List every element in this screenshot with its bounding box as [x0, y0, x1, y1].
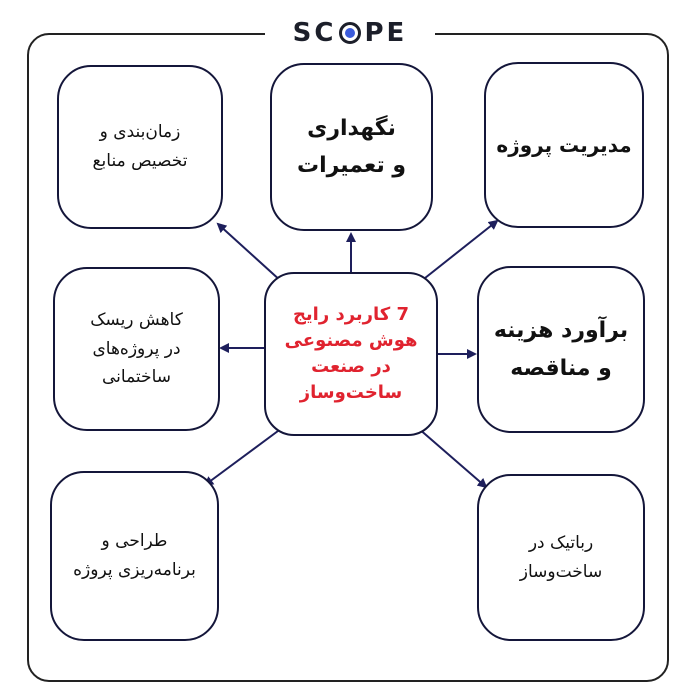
node-risk-reduction [53, 267, 220, 431]
node-line: برآورد هزینه [493, 318, 629, 344]
node-robotics [477, 474, 645, 641]
node-line: طراحی و [101, 531, 168, 552]
node-cost-estimation [477, 266, 645, 433]
node-line: ساختمانی [102, 367, 171, 388]
node-line: در پروژه‌های [92, 338, 181, 359]
node-maintenance [270, 63, 433, 231]
center-line: 7 کاربرد رایج [292, 303, 410, 325]
node-scheduling [57, 65, 223, 229]
node-line: و مناقصه [510, 355, 612, 381]
arrow-to-bottom-right [418, 428, 486, 487]
center-node [264, 272, 438, 436]
logo-text-end: PE [364, 18, 408, 48]
center-line: در صنعت [311, 356, 391, 377]
node-project-management [484, 62, 644, 228]
node-line: ساخت‌وساز [519, 561, 603, 582]
node-line: زمان‌بندی و [99, 122, 181, 143]
logo-text-start: SC [292, 18, 337, 48]
node-line: برنامه‌ریزی پروژه [73, 560, 196, 580]
arrow-to-bottom-left [205, 428, 282, 485]
node-line: رباتیک در [528, 532, 594, 553]
node-line: و تعمیرات [296, 153, 407, 178]
arrow-to-top-left [218, 224, 282, 282]
node-line: نگهداری [307, 115, 396, 141]
node-line: تخصیص منابع [92, 151, 188, 171]
node-line: کاهش ریسک [90, 309, 183, 330]
node-line: مدیریت پروژه [496, 133, 632, 157]
node-design-planning [50, 471, 219, 641]
center-line: ساخت‌وساز [299, 382, 403, 404]
arrow-to-top-right [420, 221, 497, 282]
center-line: هوش مصنوعی [284, 329, 418, 351]
